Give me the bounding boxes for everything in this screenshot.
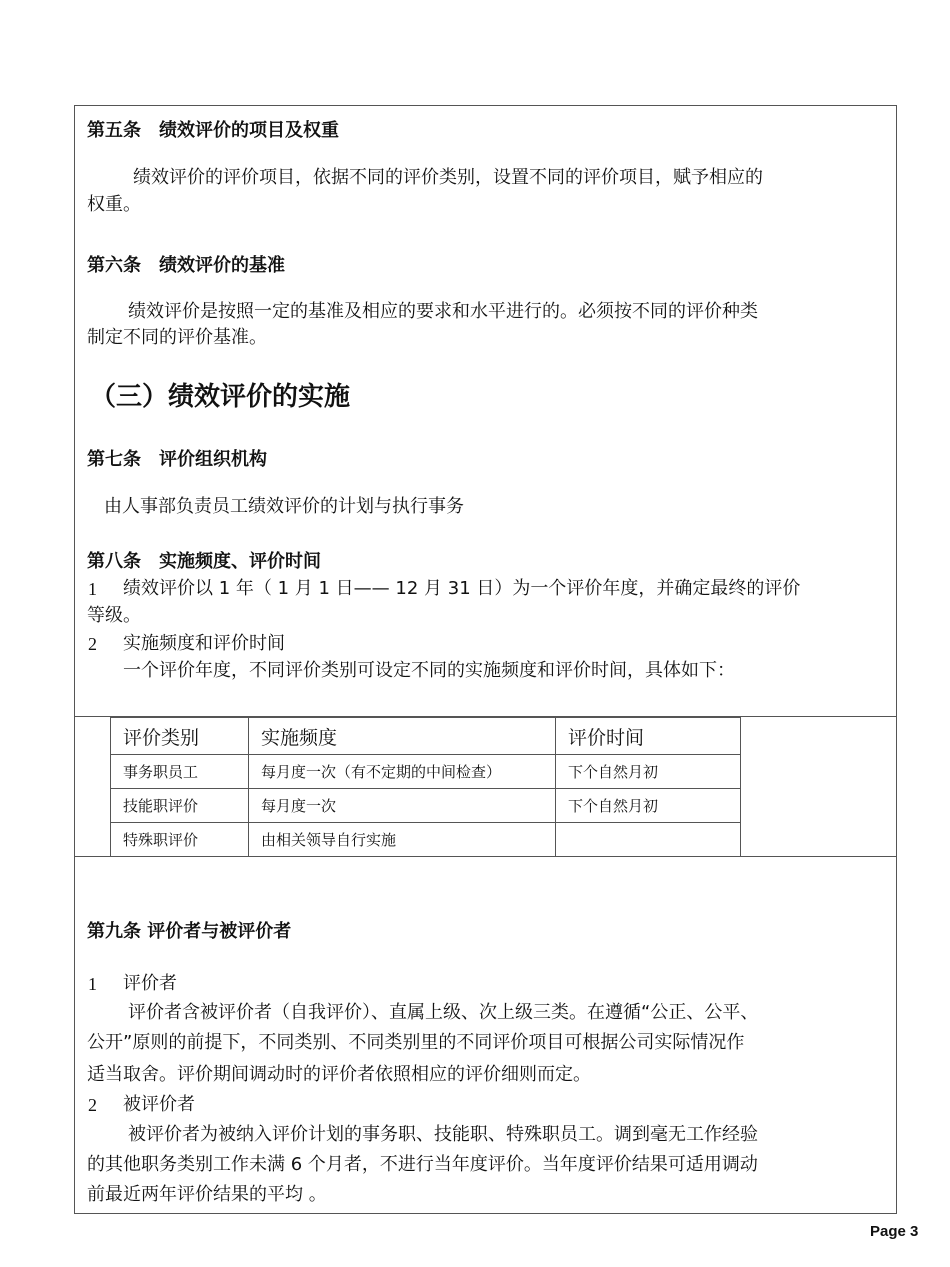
table-cell: 下个自然月初 xyxy=(556,789,741,823)
table-header-row xyxy=(111,718,741,755)
article-8-item1-line1: 绩效评价以 1 年（ 1 月 1 日—— 12 月 31 日）为一个评价年度，并确定最终的评价 xyxy=(123,578,801,599)
article-9-item1-line2: 公开”原则的前提下，不同类别、不同类别里的不同评价项目可根据公司实际情况作 xyxy=(87,1032,745,1053)
article-9-item1-number: 1 xyxy=(88,974,97,994)
table-header-cell: 评价类别 xyxy=(111,718,249,755)
article-8-title: 第八条 实施频度、评价时间 xyxy=(87,551,321,572)
table-cell: 每月度一次 xyxy=(249,789,556,823)
article-9-item2-title: 被评价者 xyxy=(123,1094,195,1115)
table-row xyxy=(111,823,741,857)
article-8-item1-line2: 等级。 xyxy=(87,605,141,626)
article-5-text-line2: 权重。 xyxy=(87,194,141,215)
table-row xyxy=(111,755,741,789)
article-9-item2-number: 2 xyxy=(88,1095,97,1115)
table-cell xyxy=(556,823,741,857)
table-cell: 每月度一次（有不定期的中间检查） xyxy=(249,755,556,789)
article-9-title: 第九条 评价者与被评价者 xyxy=(87,921,292,942)
article-9-item2-line3: 前最近两年评价结果的平均 。 xyxy=(87,1184,327,1205)
article-9-item2-line1: 被评价者为被纳入评价计划的事务职、技能职、特殊职员工。调到毫无工作经验 xyxy=(128,1124,758,1145)
article-6-text-line2: 制定不同的评价基准。 xyxy=(87,327,267,348)
article-8-item2-title: 实施频度和评价时间 xyxy=(123,633,285,654)
article-7-text: 由人事部负责员工绩效评价的计划与执行事务 xyxy=(104,496,464,517)
article-9-item2-line2: 的其他职务类别工作未满 6 个月者，不进行当年度评价。当年度评价结果可适用调动 xyxy=(87,1154,758,1175)
table-cell: 技能职评价 xyxy=(111,789,249,823)
evaluation-schedule-table xyxy=(110,717,741,857)
table-cell: 下个自然月初 xyxy=(556,755,741,789)
table-cell: 由相关领导自行实施 xyxy=(249,823,556,857)
article-6-title: 第六条 绩效评价的基准 xyxy=(87,255,285,276)
article-5-text-line1: 绩效评价的评价项目，依据不同的评价类别，设置不同的评价项目，赋予相应的 xyxy=(133,167,763,188)
article-5-title: 第五条 绩效评价的项目及权重 xyxy=(87,120,339,141)
article-6-text-line1: 绩效评价是按照一定的基准及相应的要求和水平进行的。必须按不同的评价种类 xyxy=(128,301,758,322)
table-cell: 特殊职评价 xyxy=(111,823,249,857)
article-7-title: 第七条 评价组织机构 xyxy=(87,449,267,470)
page-number: Page 3 xyxy=(870,1223,919,1240)
article-8-item1-number: 1 xyxy=(88,579,97,599)
table-header-cell: 评价时间 xyxy=(556,718,741,755)
article-9-item1-title: 评价者 xyxy=(123,973,177,994)
table-cell: 事务职员工 xyxy=(111,755,249,789)
article-9-item1-line3: 适当取舍。评价期间调动时的评价者依照相应的评价细则而定。 xyxy=(87,1064,591,1085)
article-8-item2-line1: 一个评价年度，不同评价类别可设定不同的实施频度和评价时间，具体如下： xyxy=(123,660,735,681)
table-row xyxy=(111,789,741,823)
article-9-item1-line1: 评价者含被评价者（自我评价）、直属上级、次上级三类。在遵循“公正、公平、 xyxy=(128,1002,759,1023)
section-3-heading: （三）绩效评价的实施 xyxy=(90,382,351,412)
article-8-item2-number: 2 xyxy=(88,634,97,654)
table-header-cell: 实施频度 xyxy=(249,718,556,755)
